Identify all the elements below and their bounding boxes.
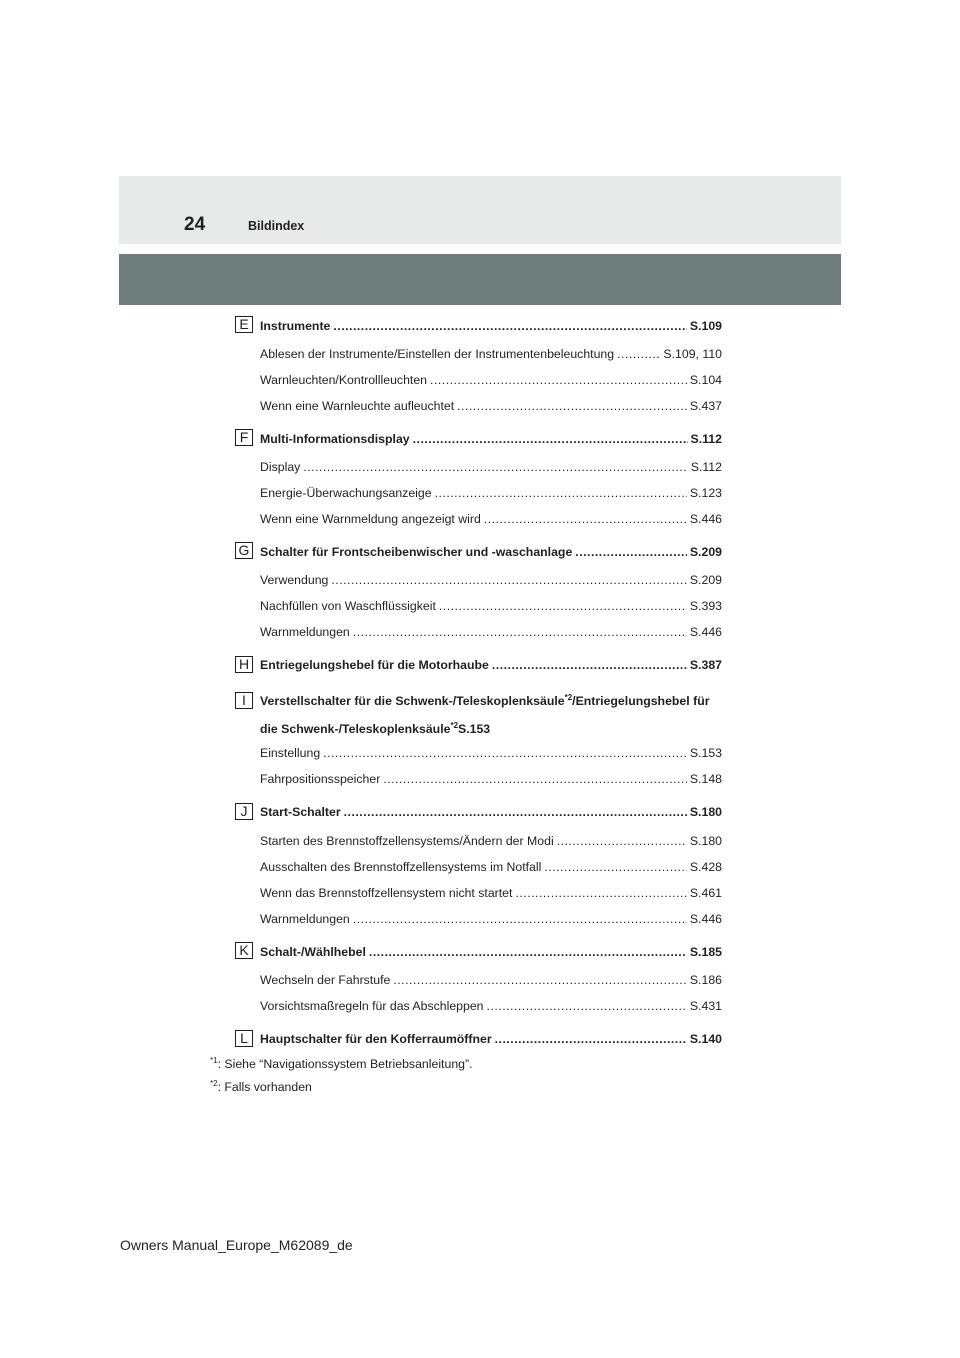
header-band [119,176,841,244]
section-k-item-1[interactable]: Wechseln der Fahrstufe ..... S.186 [260,973,722,988]
section-g-item-1[interactable]: Verwendung ..... S.209 [260,573,722,588]
section-i-title-line-1[interactable]: Verstellschalter für die Schwenk-/Teleskoplenksäule$^{*2}$/Entriegelungshebel für [260,693,710,708]
section-e-item-2[interactable]: Warnleuchten/Kontrollleuchten ..... S.104 [260,373,722,388]
section-g-title[interactable]: Schalter für Frontscheibenwischer und -waschanlage ..... S.209 [260,545,722,560]
header-dark-band [119,254,841,305]
section-j-title[interactable]: Start-Schalter ..... S.180 [260,805,722,820]
section-title: Bildindex [248,219,305,233]
section-letter-j: J [235,803,253,820]
section-letter-k: K [235,942,253,959]
section-letter-g: G [235,542,253,559]
section-g-item-2[interactable]: Nachfüllen von Waschflüssigkeit ..... S.393 [260,599,722,614]
section-j-item-3[interactable]: Wenn das Brennstoffzellensystem nicht startet ..... S.461 [260,886,722,901]
section-g-item-3[interactable]: Warnmeldungen ..... S.446 [260,625,722,640]
section-i-item-1[interactable]: Einstellung ..... S.153 [260,746,722,761]
section-letter-h: H [235,656,253,673]
section-f-title[interactable]: Multi-Informationsdisplay ..... S.112 [260,432,722,447]
section-e-item-1[interactable]: Ablesen der Instrumente/Einstellen der Instrumentenbeleuchtung ..... S.109, 110 [260,347,722,362]
section-f-item-3[interactable]: Wenn eine Warnmeldung angezeigt wird ..... S.446 [260,512,722,527]
footnote-1: $^{*1}$: Siehe “Navigationssystem Betriebsanleitung”. [210,1056,473,1071]
section-letter-i: I [235,692,253,709]
section-f-item-2[interactable]: Energie-Überwachungsanzeige ..... S.123 [260,486,722,501]
section-l-title[interactable]: Hauptschalter für den Kofferraumöffner ..... S.140 [260,1032,722,1047]
section-letter-l: L [235,1030,253,1047]
footnote-2: $^{*2}$: Falls vorhanden [210,1079,312,1094]
section-e-title[interactable]: Instrumente ..... S.109 [260,319,722,334]
section-e-item-3[interactable]: Wenn eine Warnleuchte aufleuchtet ..... S.437 [260,399,722,414]
footer-document-id: Owners Manual_Europe_M62089_de [120,1237,353,1253]
section-k-title[interactable]: Schalt-/Wählhebel ..... S.185 [260,945,722,960]
section-k-item-2[interactable]: Vorsichtsmaßregeln für das Abschleppen ..... S.431 [260,999,722,1014]
section-j-item-2[interactable]: Ausschalten des Brennstoffzellensystems im Notfall ..... S.428 [260,860,722,875]
section-i-title-line-2[interactable]: die Schwenk-/Teleskoplenksäule$^{*2}$S.153 [260,721,491,736]
section-j-item-1[interactable]: Starten des Brennstoffzellensystems/Ändern der Modi ..... S.180 [260,834,722,849]
section-f-item-1[interactable]: Display ..... S.112 [260,460,722,475]
section-i-item-2[interactable]: Fahrpositionsspeicher ..... S.148 [260,772,722,787]
section-h-title[interactable]: Entriegelungshebel für die Motorhaube ..... S.387 [260,658,722,673]
section-j-item-4[interactable]: Warnmeldungen ..... S.446 [260,912,722,927]
section-letter-f: F [235,429,253,446]
page-number: 24 [184,214,206,235]
section-letter-e: E [235,316,253,333]
